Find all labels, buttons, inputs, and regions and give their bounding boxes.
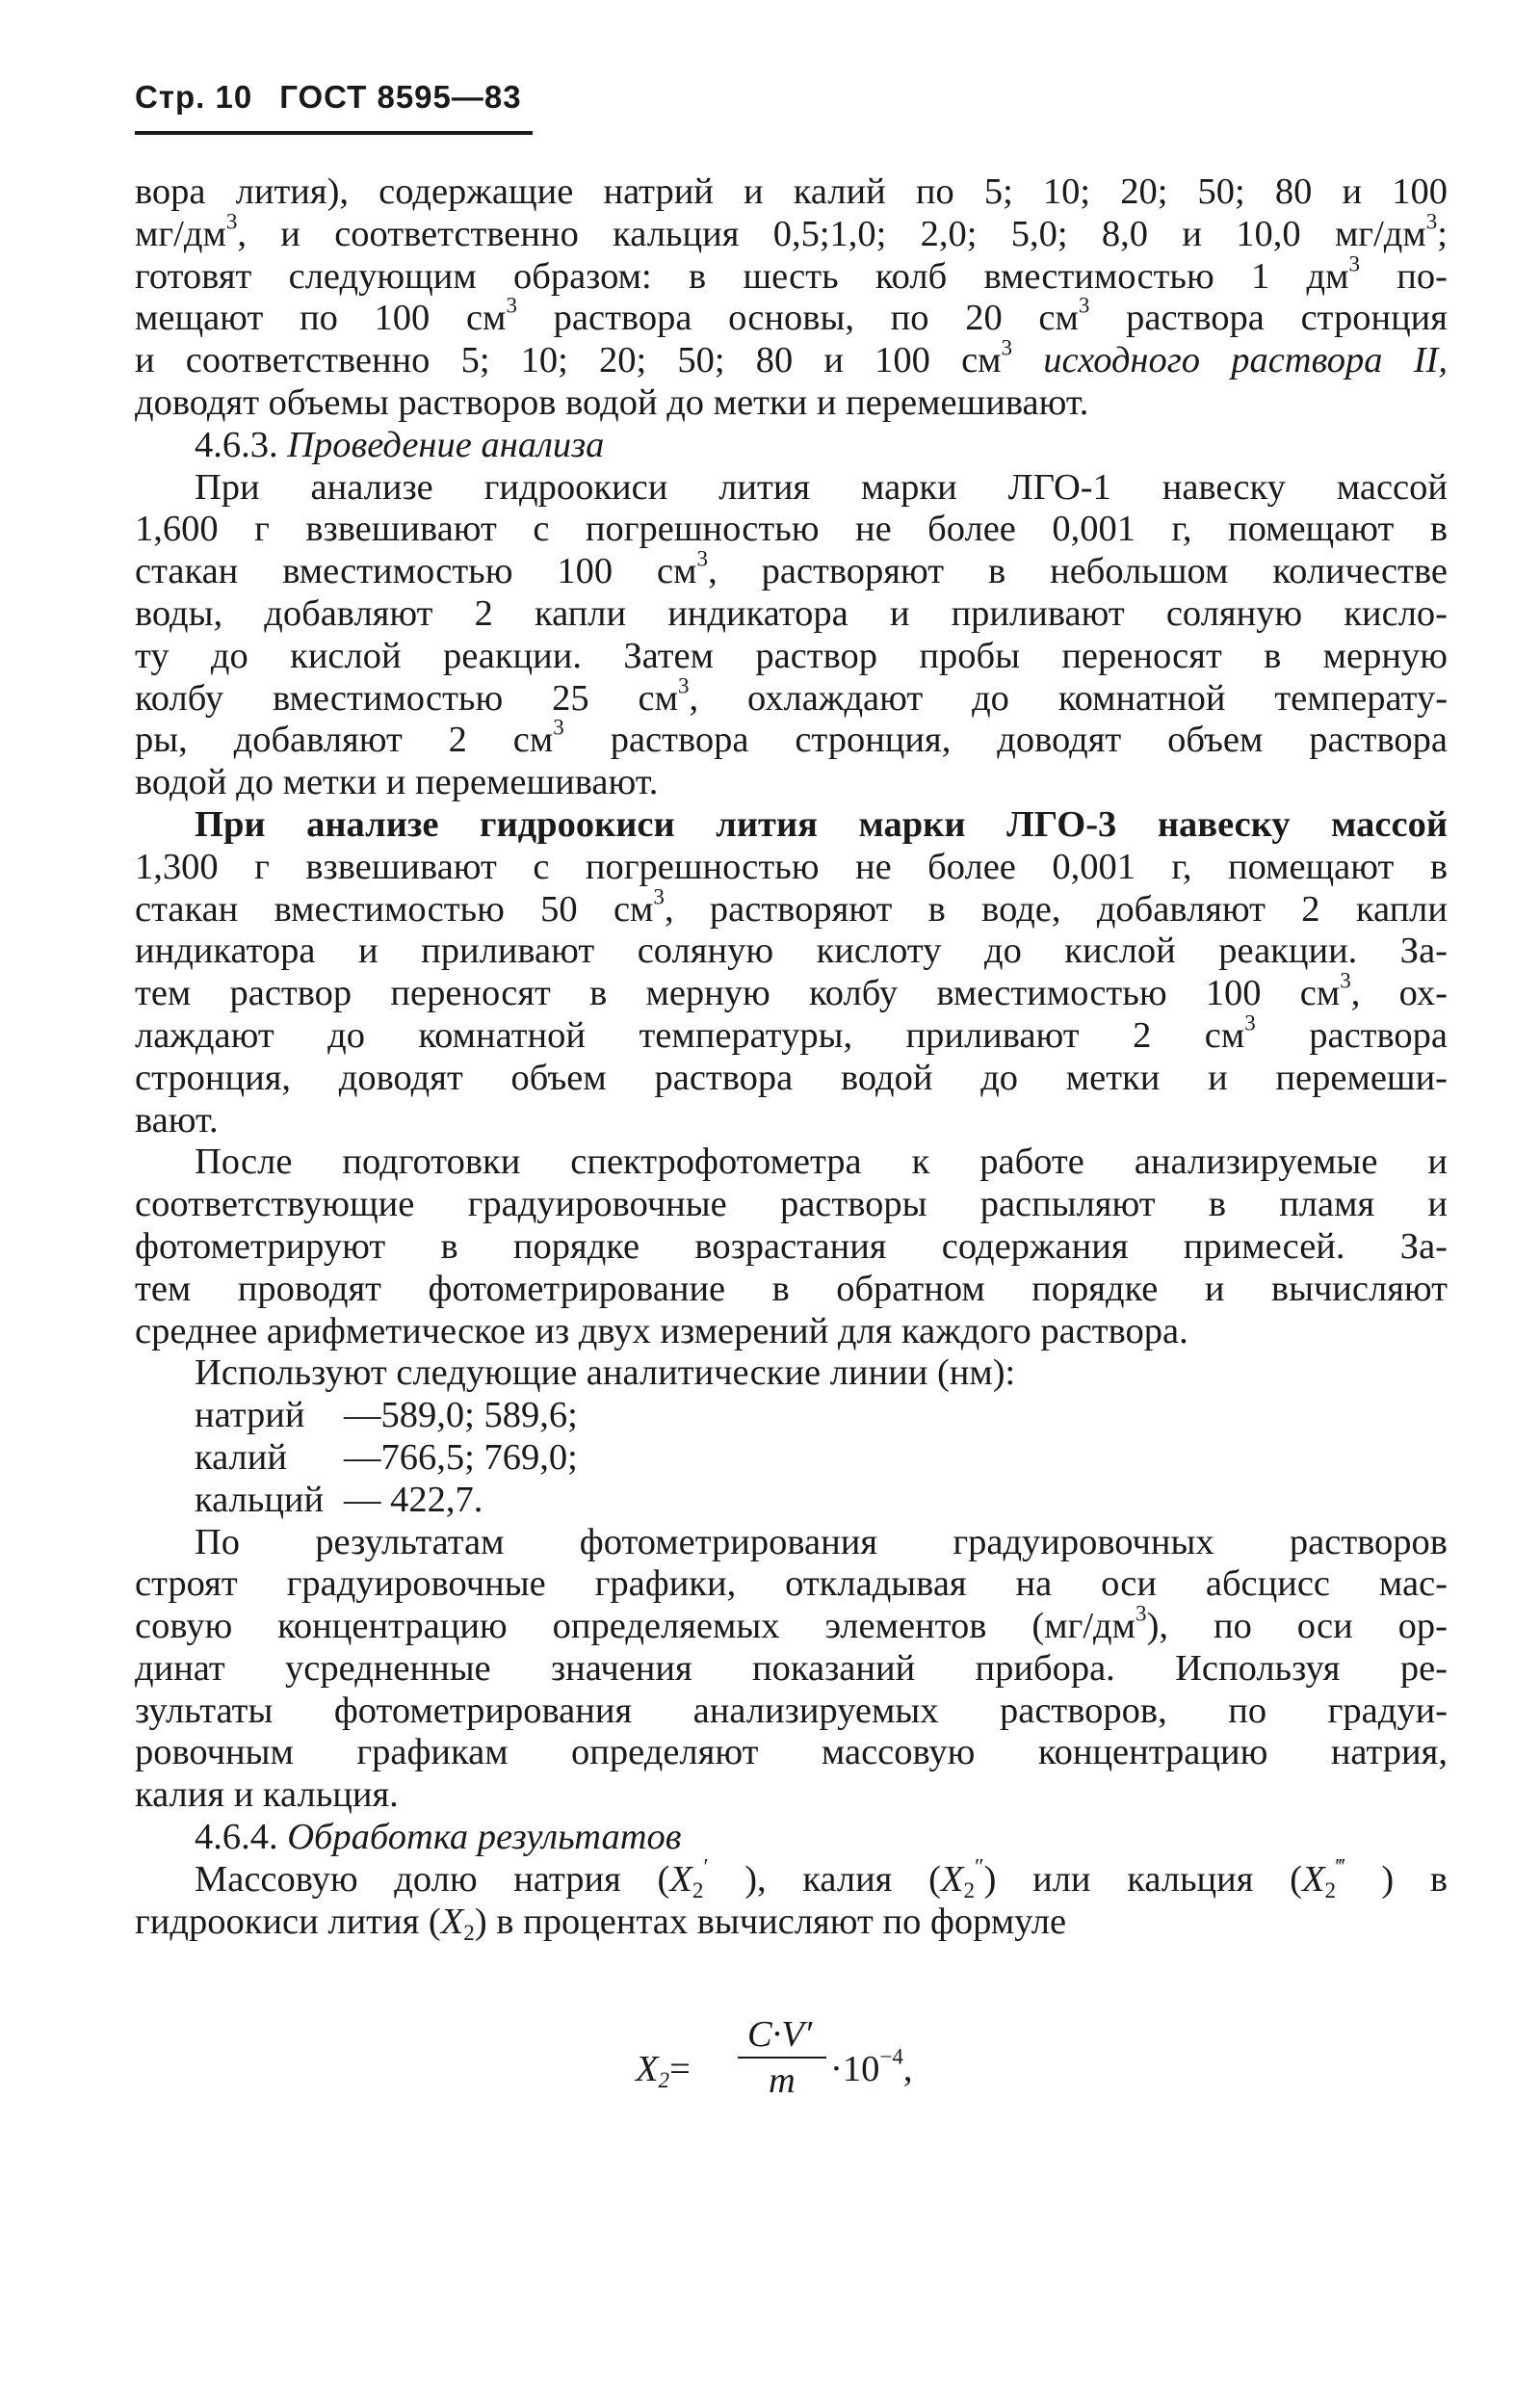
text-line: ту до кислой реакции. Затем раствор пробы переносят в мерную — [135, 635, 1448, 676]
text-line: лаждают до комнатной температуры, приливают 2 $см^3$ раствора — [135, 1010, 1448, 1056]
list-item — [135, 1480, 1448, 1522]
text-line: При анализе гидроокиси лития марки ЛГО-3 навеску массой — [195, 803, 1448, 845]
list-item — [135, 1395, 1448, 1437]
text-line: стакан вместимостью 100 $см^3$, растворяют в небольшом количестве — [135, 545, 1448, 592]
text-line: готовят следующим образом: в шесть колб вместимостью 1 $дм^3$ по- — [135, 250, 1448, 297]
text-line: колбу вместимостью 25 $см^3$, охлаждают до комнатной температу- — [135, 672, 1449, 719]
formula — [636, 2013, 1021, 2100]
fraction-bar — [738, 2057, 826, 2059]
text-line: При анализе гидроокиси лития марки ЛГО-1 навеску массой — [195, 466, 1448, 508]
wavelengths: —589,0; 589,6; — [344, 1395, 578, 1436]
text-line: Массовую долю натрия ($X_2'$ ), калия $(X_2'')$ или кальция ($X_2^‴$ ) в — [195, 1853, 1449, 1902]
text-line: 1,600 г взвешивают с погрешностью не более 0,001 г, помещают в — [135, 509, 1448, 550]
text-line: водой до метки и перемешивают. — [135, 762, 659, 803]
text-line: стронция, доводят объем раствора водой до метки и перемеши- — [135, 1057, 1448, 1098]
section-heading: 4.6.3. Проведение анализа — [195, 424, 605, 465]
list-item — [135, 1437, 1448, 1480]
body-text — [135, 171, 1448, 1943]
text-line: соответствующие градуировочные растворы распыляют в пламя и — [135, 1184, 1448, 1225]
page-number: Стр. 10 — [135, 79, 253, 115]
text-line: стакан вместимостью 50 $см^3$, растворяют в воде, добавляют 2 капли — [135, 883, 1448, 930]
text-line: тем проводят фотометрирование в обратном порядке и вычисляют — [135, 1268, 1448, 1309]
element-name: кальций — [195, 1479, 325, 1520]
formula-numerator: C·V′ — [747, 2014, 813, 2055]
page-header — [135, 79, 522, 116]
element-name: калий — [195, 1436, 287, 1478]
text-line: зультаты фотометрирования анализируемых растворов, по градуи- — [135, 1690, 1448, 1731]
text-line: 1,300 г взвешивают с погрешностью не более 0,001 г, помещают в — [135, 846, 1448, 887]
text-line: и соответственно 5; 10; 20; 50; 80 и 100 $см^3$ исходного раствора II, — [135, 334, 1448, 381]
analytical-lines-list — [135, 1395, 1448, 1521]
text-line: Используют следующие аналитические линии (нм): — [195, 1352, 1016, 1394]
text-line: гидроокиси лития $(X_2)$ в процентах вычисляют по формуле — [135, 1901, 1067, 1945]
text-line: По результатам фотометрирования градуировочных растворов — [195, 1521, 1448, 1562]
wavelengths: — 422,7. — [344, 1479, 483, 1520]
text-line: строят градуировочные графики, откладывая на оси абсцисс мас- — [135, 1563, 1448, 1605]
text-line: ровочным графикам определяют массовую концентрацию натрия, — [135, 1732, 1448, 1773]
header-rule — [135, 131, 533, 135]
standard-code: ГОСТ 8595—83 — [279, 79, 522, 115]
section-heading: 4.6.4. Обработка результатов — [195, 1817, 682, 1858]
text-line: фотометрируют в порядке возрастания содержания примесей. За- — [135, 1225, 1448, 1267]
text-line: $мг/дм^3$, и соответственно кальция 0,5;1,0; 2,0; 5,0; 8,0 и 10,0 $мг/дм^3$; — [135, 208, 1448, 254]
text-line: тем раствор переносят в мерную колбу вместимостью 100 $см^3$, ох- — [135, 967, 1448, 1014]
text-line: калия и кальция. — [135, 1774, 399, 1816]
text-line: мещают по 100 $см^3$ раствора основы, по 20 $см^3$ раствора стронция — [135, 293, 1448, 339]
text-line: доводят объемы растворов водой до метки и перемешивают. — [135, 381, 1089, 423]
text-line: динат усредненные значения показаний прибора. Используя ре- — [135, 1647, 1448, 1689]
text-line: После подготовки спектрофотометра к работе анализируемые и — [195, 1141, 1448, 1183]
text-line: воды, добавляют 2 капли индикатора и приливают соляную кисло- — [135, 592, 1448, 634]
wavelengths: —766,5; 769,0; — [344, 1436, 578, 1478]
text-line: среднее арифметическое из двух измерений для каждого раствора. — [135, 1310, 1188, 1351]
text-line: вора лития), содержащие натрий и калий по 5; 10; 20; 50; 80 и 100 — [135, 171, 1448, 212]
text-line: совую концентрацию определяемых элементов $(мг/дм^3)$, по оси ор- — [135, 1600, 1448, 1647]
formula-factor: $\cdot 10^{-4}$, — [830, 2043, 913, 2089]
element-name: натрий — [195, 1395, 305, 1436]
text-line: индикатора и приливают соляную кислоту до кислой реакции. За- — [135, 931, 1448, 972]
text-line: вают. — [135, 1099, 219, 1141]
formula-lhs: $X_2=$ — [636, 2049, 691, 2092]
text-line: ры, добавляют 2 $см^3$ раствора стронция, доводят объем раствора — [135, 715, 1448, 761]
formula-denominator: m — [769, 2060, 796, 2101]
